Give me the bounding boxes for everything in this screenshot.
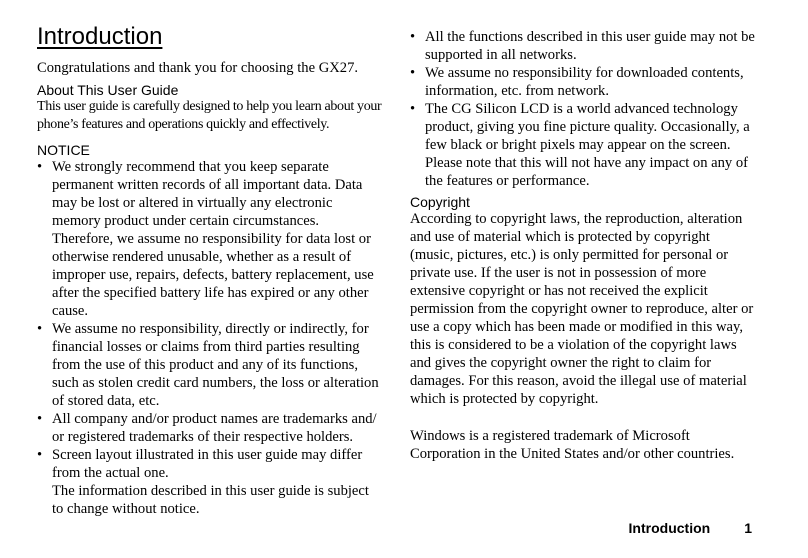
notice-heading: NOTICE: [37, 142, 90, 158]
copyright-text: According to copyright laws, the reproduction, alteration and use of material which is protected by copyright (music, pictures, etc.) is only permitted for personal or private use. If the user is not in possession of more extensive copyright or has not received the explicit permission from the copyright owner to reproduce, alter or use a copy which has been made or modified in this way, this is considered to be a violation of the copyright laws and gives the copyright owner the right to claim for damages. For this reason, avoid the illegal use of material which is protected by copyright.: [410, 211, 754, 407]
list-item: [37, 410, 382, 446]
page-title: Introduction: [37, 23, 163, 50]
about-heading: About This User Guide: [37, 82, 179, 98]
bullet-icon: •: [37, 447, 43, 463]
list-item: [410, 100, 755, 190]
right-item-text: All the functions described in this user guide may not be supported in all networks.: [425, 29, 755, 63]
notice-item-text: We strongly recommend that you keep separate permanent written records of all important data. Data may be lost or altered in virtually any electronic memory product under certain circumstances. Therefore, we assume no responsibility for data lost or otherwise rendered unusable, whether as a result of improper use, repairs, defects, battery replacement, use after the specified battery life has expired or any other cause.: [52, 159, 374, 319]
bullet-icon: •: [37, 159, 43, 175]
notice-item-text: We assume no responsibility, directly or indirectly, for financial losses or claims from third parties resulting from the use of this product and any of its functions, such as stolen credit card numbers, the loss or alteration of stored data, etc.: [52, 321, 379, 409]
footer-section: Introduction: [628, 520, 711, 536]
intro-text: Congratulations and thank you for choosing the GX27.: [37, 60, 359, 76]
list-item: [37, 320, 382, 410]
right-item-text: The CG Silicon LCD is a world advanced technology product, giving you fine picture quality. Occasionally, a few black or bright pixels may appear on the screen. Please note that this will not have any impact on any of the features or performance.: [425, 101, 750, 189]
notice-item-text: All company and/or product names are trademarks and/ or registered trademarks of their respective holders.: [52, 411, 377, 445]
about-text: This user guide is carefully designed to help you learn about your phone’s features and operations quickly and effectively.: [37, 99, 382, 132]
bullet-icon: •: [410, 29, 416, 45]
list-item: [37, 158, 382, 320]
notice-list: [37, 158, 382, 518]
notice-item-text: Screen layout illustrated in this user guide may differ from the actual one.: [52, 447, 363, 481]
bullet-icon: •: [37, 411, 43, 427]
bullet-icon: •: [410, 101, 416, 117]
list-item: [37, 446, 382, 518]
list-item: [410, 28, 755, 64]
page-number: 1: [744, 520, 752, 536]
copyright-heading: Copyright: [410, 194, 470, 210]
right-notice-list: [410, 28, 755, 190]
page-footer: [629, 520, 752, 536]
windows-trademark-note: Windows is a registered trademark of Microsoft Corporation in the United States and/or other countries.: [410, 428, 735, 462]
bullet-icon: •: [410, 65, 416, 81]
notice-item-extra: The information described in this user guide is subject to change without notice.: [52, 483, 369, 517]
right-item-text: We assume no responsibility for downloaded contents, information, etc. from network.: [425, 65, 744, 99]
bullet-icon: •: [37, 321, 43, 337]
list-item: [410, 64, 755, 100]
